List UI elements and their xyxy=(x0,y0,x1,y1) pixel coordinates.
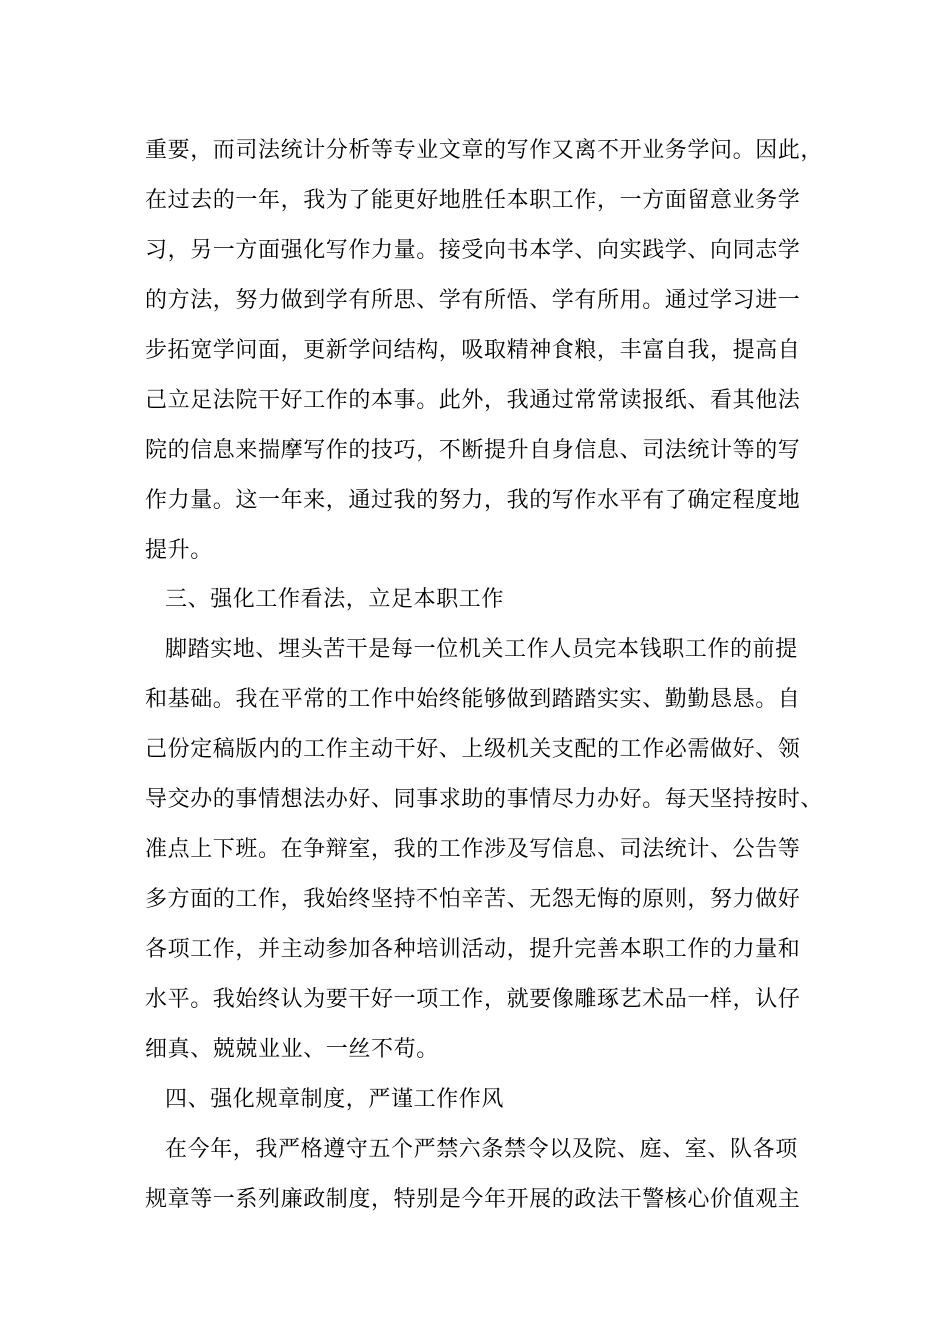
text-line: 在过去的一年，我为了能更好地胜任本职工作，一方面留意业务学 xyxy=(145,188,801,213)
section-heading: 四、强化规章制度，严谨工作作风 xyxy=(165,1087,505,1112)
text-line: 导交办的事情想法办好、同事求助的事情尽力办好。每天坚持按时、 xyxy=(145,787,824,812)
text-line: 己份定稿版内的工作主动干好、上级机关支配的工作必需做好、领 xyxy=(145,737,801,762)
text-line: 脚踏实地、埋头苦干是每一位机关工作人员完本钱职工作的前提 xyxy=(165,637,798,662)
text-line: 和基础。我在平常的工作中始终能够做到踏踏实实、勤勤恳恳。自 xyxy=(145,687,801,712)
text-line: 己立足法院干好工作的本事。此外，我通过常常读报纸、看其他法 xyxy=(145,388,801,413)
text-line: 水平。我始终认为要干好一项工作，就要像雕琢艺术品一样，认仔 xyxy=(145,987,801,1012)
text-line: 多方面的工作，我始终坚持不怕辛苦、无怨无悔的原则，努力做好 xyxy=(145,887,801,912)
text-line: 的方法，努力做到学有所思、学有所悟、学有所用。通过学习进一 xyxy=(145,288,801,313)
text-line: 准点上下班。在争辩室，我的工作涉及写信息、司法统计、公告等 xyxy=(145,837,801,862)
text-line: 在今年，我严格遵守五个严禁六条禁令以及院、庭、室、队各项 xyxy=(165,1137,798,1162)
text-line: 规章等一系列廉政制度，特别是今年开展的政法干警核心价值观主 xyxy=(145,1187,801,1212)
text-line: 提升。 xyxy=(145,538,213,563)
text-line: 细真、兢兢业业、一丝不苟。 xyxy=(145,1037,439,1062)
text-line: 院的信息来揣摩写作的技巧，不断提升自身信息、司法统计等的写 xyxy=(145,438,801,463)
text-line: 各项工作，并主动参加各种培训活动，提升完善本职工作的力量和 xyxy=(145,937,801,962)
text-line: 重要，而司法统计分析等专业文章的写作又离不开业务学问。因此， xyxy=(145,138,824,163)
section-heading: 三、强化工作看法，立足本职工作 xyxy=(165,587,505,612)
text-line: 作力量。这一年来，通过我的努力，我的写作水平有了确定程度地 xyxy=(145,488,801,513)
text-line: 习，另一方面强化写作力量。接受向书本学、向实践学、向同志学 xyxy=(145,238,801,263)
text-line: 步拓宽学问面，更新学问结构，吸取精神食粮，丰富自我，提高自 xyxy=(145,338,801,363)
